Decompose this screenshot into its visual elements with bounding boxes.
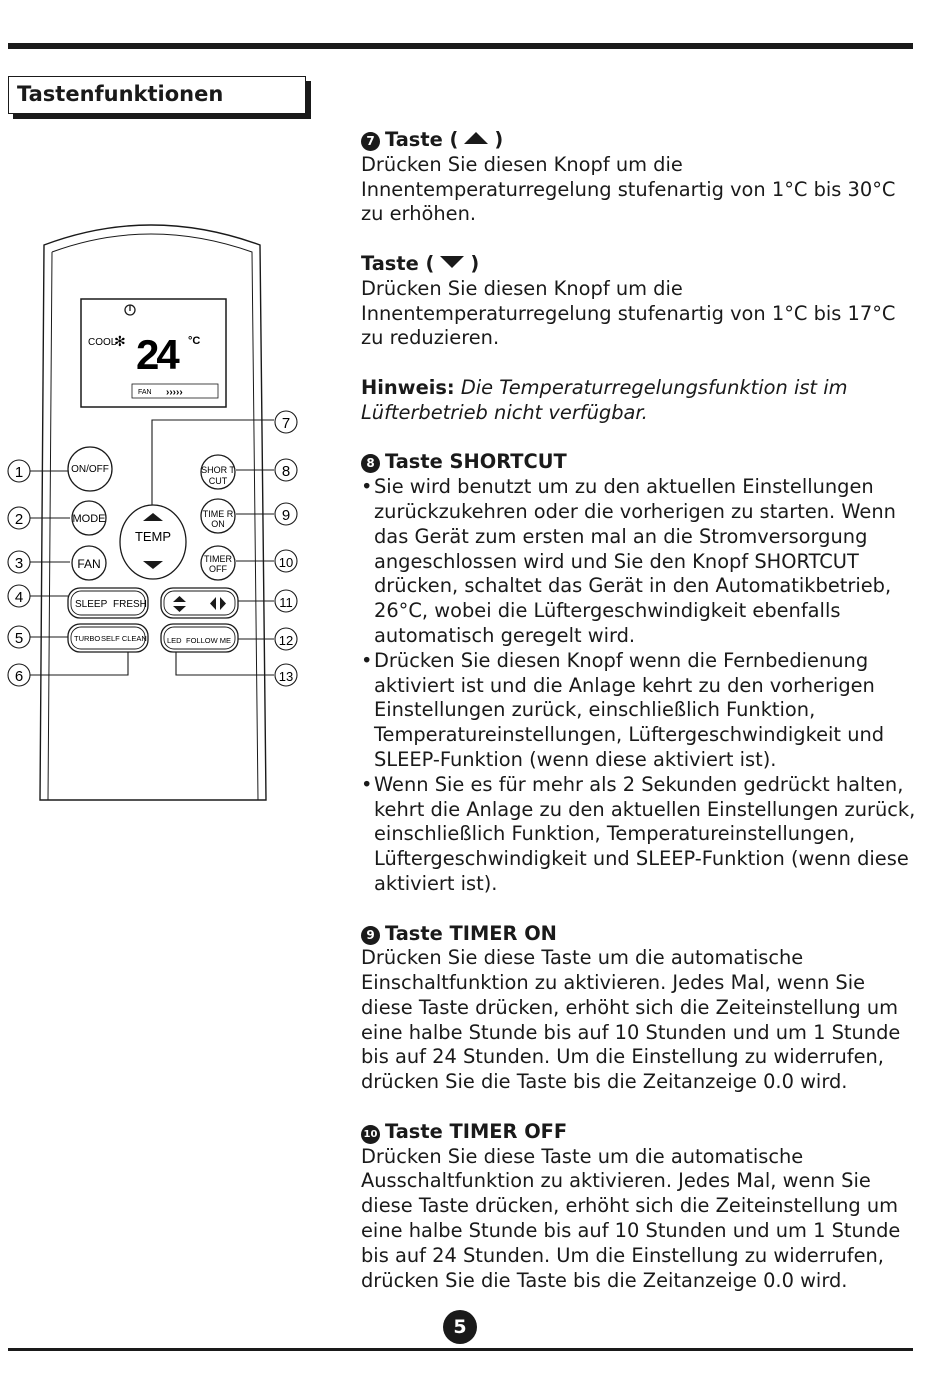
svg-text:1: 1 — [14, 464, 24, 481]
svg-text:CUT: CUT — [208, 476, 228, 486]
triangle-down-icon — [440, 256, 464, 268]
section-7-heading: 7 Taste ( ) — [361, 128, 921, 153]
sleep-fresh-button[interactable] — [68, 588, 148, 618]
svg-text:TEMP: TEMP — [134, 529, 172, 544]
svg-text:9: 9 — [281, 507, 291, 524]
lcd-unit: °C — [188, 335, 201, 347]
snowflake-icon: ✻ — [114, 333, 126, 349]
shortcut-button[interactable] — [201, 455, 235, 489]
note — [361, 376, 921, 426]
svg-text:6: 6 — [14, 668, 24, 685]
section-8 — [361, 450, 921, 896]
mode-button[interactable] — [72, 501, 106, 535]
svg-text:TIMER: TIMER — [204, 554, 232, 564]
onoff-button[interactable] — [68, 447, 112, 491]
svg-text:8: 8 — [281, 463, 291, 480]
section-title: Tastenfunktionen — [17, 82, 224, 106]
section-title-box — [8, 76, 306, 114]
lcd-fan-level: ››››› — [166, 387, 183, 398]
svg-text:SELF CLEAN: SELF CLEAN — [101, 634, 147, 643]
section-9-heading: 9 Taste TIMER ON — [361, 922, 921, 947]
lcd-fan-label: FAN — [138, 389, 152, 396]
svg-text:FOLLOW ME: FOLLOW ME — [186, 636, 232, 645]
svg-text:SHOR T: SHOR T — [201, 465, 235, 475]
badge-9: 9 — [361, 926, 380, 945]
lcd-mode: COOL — [88, 337, 117, 348]
svg-text:ON: ON — [211, 519, 225, 529]
timer-on-button[interactable] — [201, 499, 235, 533]
section-7 — [361, 128, 921, 227]
svg-text:5: 5 — [14, 630, 24, 647]
svg-text:11: 11 — [279, 595, 293, 610]
list-item: • Wenn Sie es für mehr als 2 Sekunden gedrückt halten, kehrt die Anlage zu den aktuellen Einstellungen zurück, einschließlich Funktion, Temperatureinstellungen, Lüftergeschwindigkeit und SLEEP-Funktion (wenn diese aktiviert ist). — [361, 773, 921, 897]
page-number: 5 — [443, 1310, 477, 1344]
list-item: • Sie wird benutzt um zu den aktuellen Einstellungen zurückzukehren oder die vorherigen zu starten. Wenn das Gerät zum ersten mal an die Stromversorgung angeschlossen wird und Sie den Knopf SHORTCUT drücken, schaltet das Gerät in den Automatikbetrieb, 26°C, wobei die Lüftergeschwindigkeit ebenfalls automatisch geregelt wird. — [361, 475, 921, 649]
note-label: Hinweis: — [361, 375, 455, 399]
badge-7: 7 — [361, 132, 380, 151]
svg-text:3: 3 — [14, 555, 24, 572]
content-column — [361, 128, 921, 1293]
lcd-temp: 24 — [136, 331, 177, 378]
svg-text:2: 2 — [14, 511, 24, 528]
section-10-heading: 10 Taste TIMER OFF — [361, 1120, 921, 1145]
svg-text:LED: LED — [167, 636, 182, 645]
timer-off-button[interactable] — [201, 546, 235, 580]
svg-text:MODE: MODE — [72, 513, 106, 525]
section-8-heading: 8 Taste SHORTCUT — [361, 450, 921, 475]
section-7-text: Drücken Sie diesen Knopf um die Innentemperaturregelung stufenartig von 1°C bis 30°C zu erhöhen. — [361, 152, 896, 226]
svg-text:12: 12 — [278, 633, 294, 648]
fan-button[interactable] — [72, 546, 106, 580]
remote-control-illustration — [0, 220, 340, 820]
section-10-text: Drücken Sie diese Taste um die automatische Ausschaltfunktion zu aktivieren. Jedes Mal, wenn Sie diese Taste drücken, erhöht sich die Zeiteinstellung um eine halbe Stunde bis auf 10 Stunden und um 1 Stunde bis auf 24 Stunden. Um die Einstellung zu widerrufen, drücken Sie die Taste bis die Zeitanzeige 0.0 wird. — [361, 1144, 901, 1292]
triangle-up-icon — [464, 132, 488, 144]
svg-text:OFF: OFF — [209, 564, 227, 574]
svg-text:SLEEP: SLEEP — [75, 599, 108, 610]
badge-8: 8 — [361, 454, 380, 473]
section-7b-text: Drücken Sie diesen Knopf um die Innentemperaturregelung stufenartig von 1°C bis 17°C zu reduzieren. — [361, 276, 896, 350]
svg-text:10: 10 — [278, 555, 294, 570]
lcd-display — [81, 299, 226, 407]
svg-text:ON/OFF: ON/OFF — [71, 464, 109, 475]
section-10 — [361, 1120, 921, 1294]
bottom-rule — [8, 1348, 913, 1351]
swing-button[interactable] — [161, 588, 238, 618]
temp-button[interactable] — [120, 505, 186, 579]
section-9-text: Drücken Sie diese Taste um die automatische Einschaltfunktion zu aktivieren. Jedes Mal, wenn Sie diese Taste drücken, erhöht sich die Zeiteinstellung um eine halbe Stunde bis auf 10 Stunden und um 1 Stunde bis auf 24 Stunden. Um die Einstellung zu widerrufen, drücken Sie die Taste bis die Zeitanzeige 0.0 wird. — [361, 946, 901, 1094]
svg-text:7: 7 — [281, 415, 291, 432]
svg-text:FAN: FAN — [77, 557, 101, 571]
svg-text:4: 4 — [14, 589, 24, 606]
svg-text:TIME R: TIME R — [202, 509, 234, 519]
top-rule — [8, 43, 913, 49]
svg-text:FRESH: FRESH — [113, 599, 147, 610]
svg-text:TURBO: TURBO — [74, 634, 101, 643]
section-9 — [361, 922, 921, 1096]
svg-text:13: 13 — [278, 669, 294, 684]
badge-10: 10 — [361, 1125, 380, 1144]
list-item: • Drücken Sie diesen Knopf wenn die Fernbedienung aktiviert ist und die Anlage kehrt zu den vorherigen Einstellungen zurück, einschließlich Funktion, Temperatureinstellungen, Lüftergeschwindigkeit und SLEEP-Funktion (wenn diese aktiviert ist). — [361, 649, 921, 773]
led-followme-button[interactable] — [161, 624, 238, 652]
section-7b — [361, 252, 921, 351]
section-7b-heading: Taste ( ) — [361, 251, 480, 275]
turbo-selfclean-button[interactable] — [68, 624, 148, 652]
note-text: Die Temperaturregelungsfunktion ist im Lüfterbetrieb nicht verfügbar. — [361, 375, 848, 424]
section-8-list — [361, 475, 921, 897]
